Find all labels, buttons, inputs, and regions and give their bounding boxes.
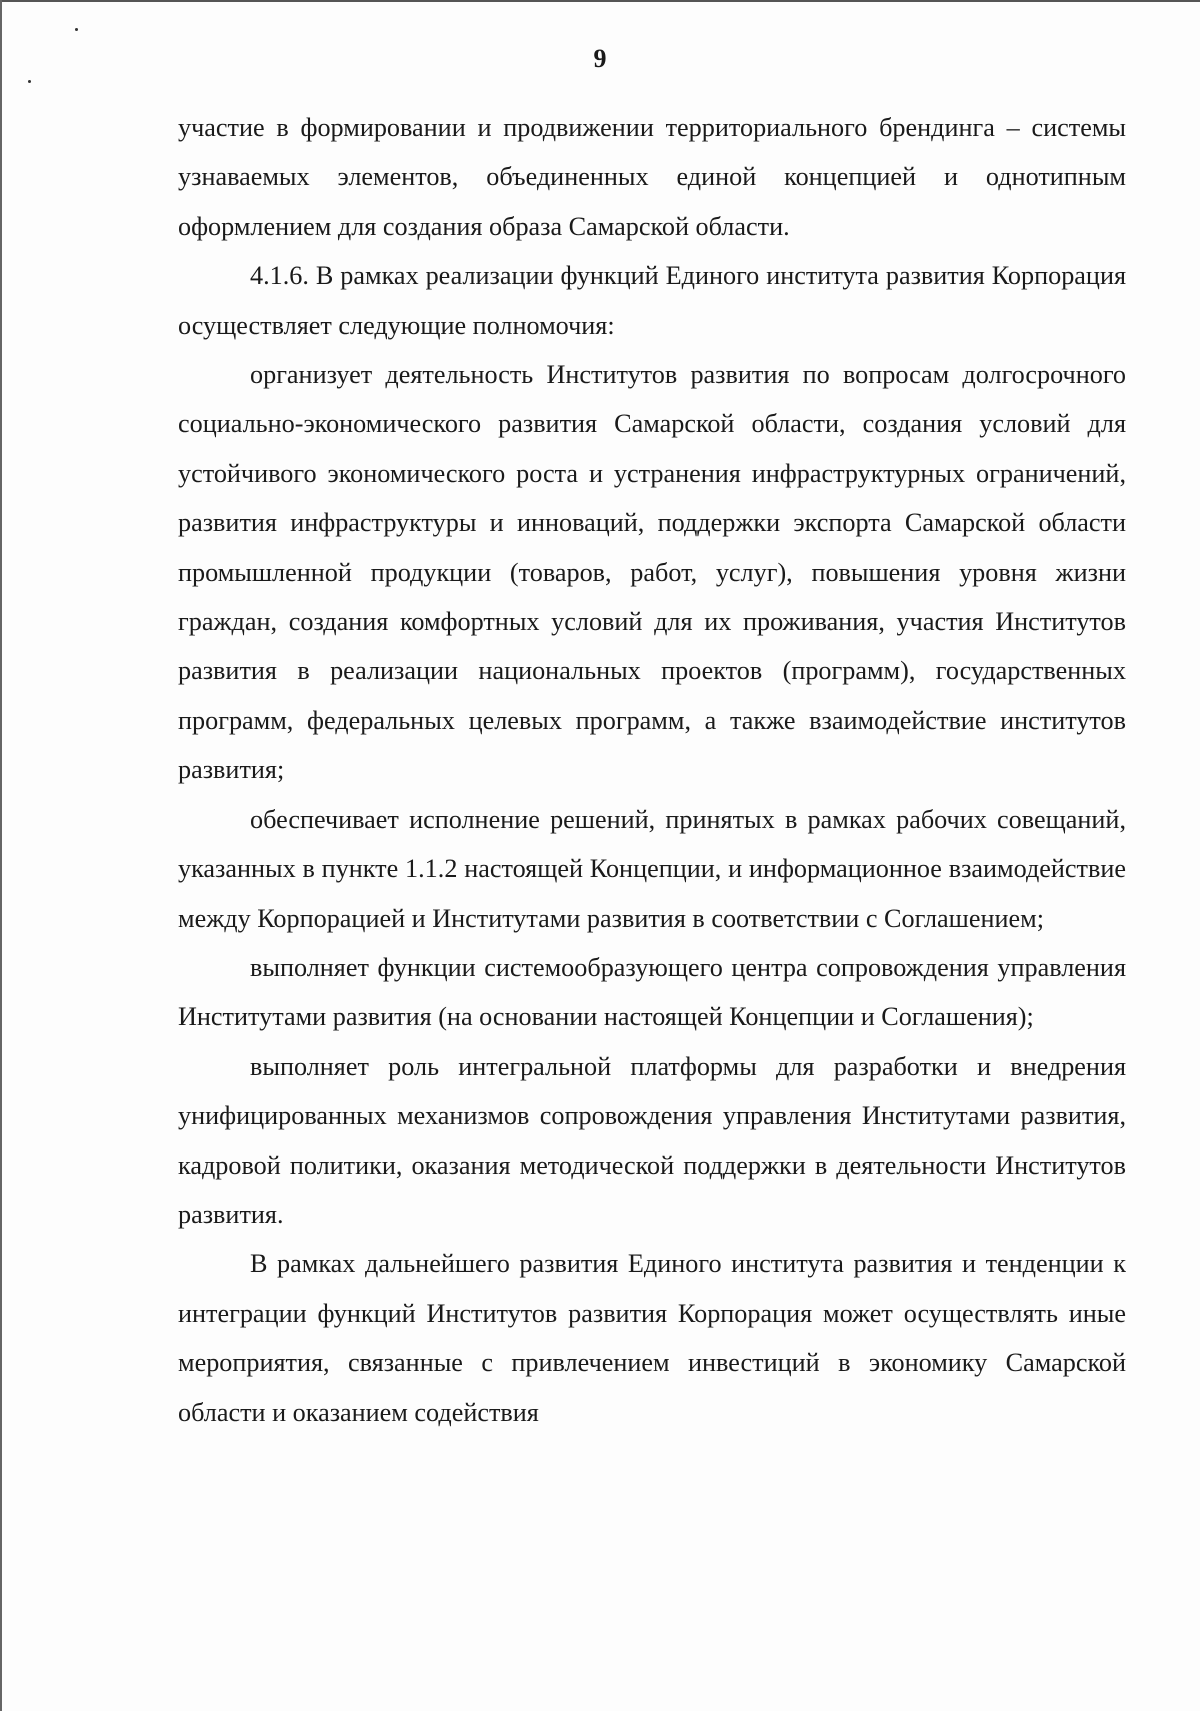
scan-speck [28,80,31,83]
paragraph-4-1-6-intro: 4.1.6. В рамках реализации функций Единого института развития Корпорация осуществляет следующие полномочия: [178,261,1126,340]
document-body [178,103,1126,1437]
scan-top-edge [0,0,1200,2]
scan-left-edge [0,0,2,1711]
paragraph-performs-functions: выполняет функции системообразующего центра сопровождения управления Институтами развития (на основании настоящей Концепции и Соглашения); [178,952,1126,1032]
paragraph-ensures: обеспечивает исполнение решений, принятых в рамках рабочих совещаний, указанных в пункте 1.1.2 настоящей Концепции, и информационное взаимодействие между Корпорацией и Институтами развития в соответствии с Соглашением; [178,804,1126,933]
scan-speck [75,28,78,31]
paragraph-branding: участие в формировании и продвижении территориального брендинга – системы узнаваемых элементов, объединенных единой концепцией и однотипным оформлением для создания образа Самарской области. [178,113,1126,241]
page-number: 9 [593,44,607,73]
paragraph-further-development: В рамках дальнейшего развития Единого института развития и тенденции к интеграции функций Институтов развития Корпорация может осуществлять иные мероприятия, связанные с привлечением инвестиций в экономику Самарской области и оказанием содействия [178,1249,1126,1427]
paragraph-performs-role: выполняет роль интегральной платформы для разработки и внедрения унифицированных механизмов сопровождения управления Институтами развития, кадровой политики, оказания методической поддержки в деятельности Институтов развития. [178,1051,1126,1229]
paragraph-organizes: организует деятельность Институтов развития по вопросам долгосрочного социально-экономического развития Самарской области, создания условий для устойчивого экономического роста и устранения инфраструктурных ограничений, развития инфраструктуры и инноваций, поддержки экспорта Самарской области промышленной продукции (товаров, работ, услуг), повышения уровня жизни граждан, создания комфортных условий для их проживания, участия Институтов развития в реализации национальных проектов (программ), государственных программ, федеральных целевых программ, а также взаимодействие институтов развития; [178,360,1126,785]
